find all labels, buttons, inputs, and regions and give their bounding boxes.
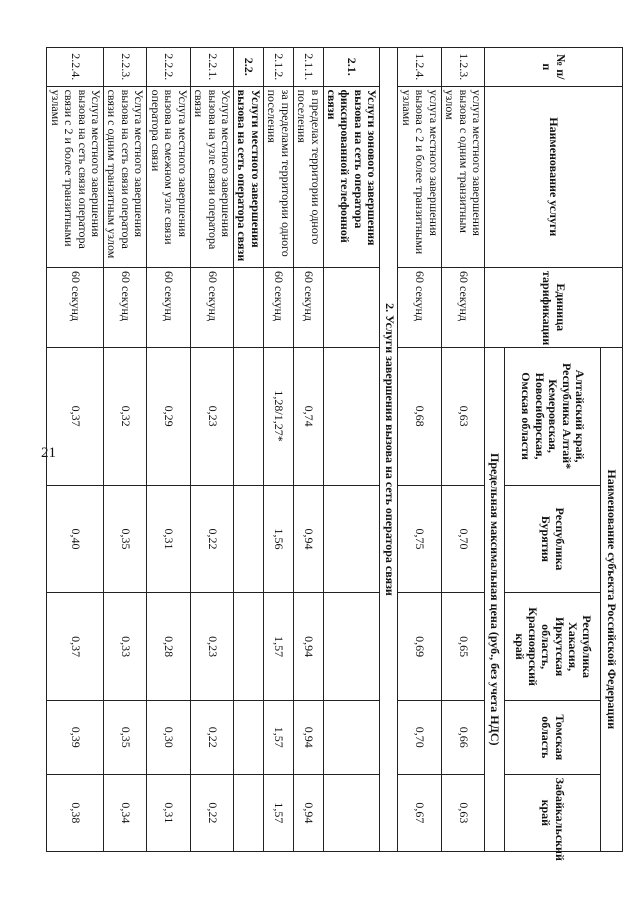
row-number: 1.2.4. bbox=[398, 48, 441, 87]
price-cell: 0,29 bbox=[147, 347, 190, 485]
service-name: Услуги местного завершения вызова на сеть оператора связи bbox=[234, 86, 264, 267]
table-row bbox=[398, 48, 441, 852]
price-cell: 0,32 bbox=[104, 347, 147, 485]
service-name: за пределами территории одного поселения bbox=[263, 86, 293, 267]
table-body-top bbox=[398, 48, 485, 852]
service-name: Услуги зонового завершения вызова на сеть оператора фиксированной телефонной связи bbox=[323, 86, 380, 267]
price-cell: 0,70 bbox=[441, 485, 484, 593]
price-cell: 0,23 bbox=[190, 593, 233, 701]
price-cell: 0,28 bbox=[147, 593, 190, 701]
price-cell: 0,34 bbox=[104, 774, 147, 851]
page-number: 21 bbox=[41, 445, 56, 461]
price-cell: 1,57 bbox=[263, 593, 293, 701]
price-cell: 0,35 bbox=[104, 700, 147, 774]
row-number: 2.2. bbox=[234, 48, 264, 87]
header-region: Томская область bbox=[505, 700, 601, 774]
tariff-unit: 60 секунд bbox=[441, 267, 484, 347]
price-cell: 0,30 bbox=[147, 700, 190, 774]
price-cell: 0,40 bbox=[47, 485, 104, 593]
tariff-unit: 60 секунд bbox=[190, 267, 233, 347]
price-cell: 0,31 bbox=[147, 485, 190, 593]
table-body-bottom bbox=[47, 48, 380, 852]
price-cell: 0,35 bbox=[104, 485, 147, 593]
table-row bbox=[47, 48, 104, 852]
price-cell bbox=[323, 593, 380, 701]
header-region: Алтайский край, Республика Алтай* Кемеровская, Новосибирская, Омская области bbox=[505, 347, 601, 485]
table-row bbox=[190, 48, 233, 852]
price-cell bbox=[323, 485, 380, 593]
price-cell: 0,70 bbox=[398, 700, 441, 774]
price-cell: 0,22 bbox=[190, 774, 233, 851]
price-cell: 0,63 bbox=[441, 774, 484, 851]
price-cell bbox=[234, 347, 264, 485]
row-number: 1.2.3. bbox=[441, 48, 484, 87]
price-cell: 0,37 bbox=[47, 347, 104, 485]
price-cell: 0,63 bbox=[441, 347, 484, 485]
price-cell: 0,22 bbox=[190, 485, 233, 593]
table-header bbox=[485, 48, 623, 861]
row-number: 2.2.2. bbox=[147, 48, 190, 87]
table-row bbox=[263, 48, 293, 852]
price-cell: 1,57 bbox=[263, 774, 293, 851]
price-caption: Предельная максимальная цена (руб., без учета НДС) bbox=[485, 347, 505, 851]
row-number: 2.1.2. bbox=[263, 48, 293, 87]
tariff-unit: 60 секунд bbox=[263, 267, 293, 347]
service-name: Услуга местного завершения вызова на сеть связи оператора связи с 2 и более транзитными узлами bbox=[47, 86, 104, 267]
header-region: Республика Бурятия bbox=[505, 485, 601, 593]
header-unit: Единица тарификации bbox=[485, 267, 623, 347]
service-name: услуга местного завершения вызова с 2 и более транзитными узлами bbox=[398, 86, 441, 267]
header-region: Республика Хакасия, Иркутская область, Красноярский край bbox=[505, 593, 601, 701]
price-cell: 1,28/1,27* bbox=[263, 347, 293, 485]
price-cell: 0,94 bbox=[293, 593, 323, 701]
price-cell: 0,31 bbox=[147, 774, 190, 851]
price-cell bbox=[234, 485, 264, 593]
row-number: 2.2.3. bbox=[104, 48, 147, 87]
price-cell bbox=[323, 700, 380, 774]
header-number: № п/п bbox=[485, 48, 623, 87]
price-cell: 0,68 bbox=[398, 347, 441, 485]
service-name: Услуга местного завершения вызова на сеть связи оператора связи с одним транзитным узлом bbox=[104, 86, 147, 267]
tariff-unit: 60 секунд bbox=[147, 267, 190, 347]
tariff-unit: 60 секунд bbox=[398, 267, 441, 347]
service-name: услуга местного завершения вызова с одним транзитным узлом bbox=[441, 86, 484, 267]
service-name: в пределах территории одного поселения bbox=[293, 86, 323, 267]
price-cell: 0,37 bbox=[47, 593, 104, 701]
table-row bbox=[441, 48, 484, 852]
price-cell: 0,94 bbox=[293, 774, 323, 851]
price-cell bbox=[234, 774, 264, 851]
service-name: Услуга местного завершения вызова на узле связи оператора связи bbox=[190, 86, 233, 267]
price-cell: 1,57 bbox=[263, 700, 293, 774]
price-cell bbox=[234, 593, 264, 701]
price-cell: 0,38 bbox=[47, 774, 104, 851]
price-cell: 0,74 bbox=[293, 347, 323, 485]
table-row bbox=[147, 48, 190, 852]
price-cell: 0,69 bbox=[398, 593, 441, 701]
table-row bbox=[293, 48, 323, 852]
price-cell bbox=[323, 347, 380, 485]
header-subject-group: Наименование субъекта Российской Федерации bbox=[601, 347, 623, 851]
price-cell: 0,94 bbox=[293, 700, 323, 774]
section-2 bbox=[380, 48, 398, 852]
price-cell: 0,39 bbox=[47, 700, 104, 774]
header-service: Наименование услуги bbox=[485, 86, 623, 267]
price-cell: 0,66 bbox=[441, 700, 484, 774]
row-number: 2.2.1. bbox=[190, 48, 233, 87]
tariff-unit: 60 секунд bbox=[104, 267, 147, 347]
table-row bbox=[234, 48, 264, 852]
price-cell: 0,67 bbox=[398, 774, 441, 851]
tariff-table bbox=[46, 47, 623, 861]
tariff-unit: 60 секунд bbox=[293, 267, 323, 347]
price-cell: 1,56 bbox=[263, 485, 293, 593]
price-cell: 0,33 bbox=[104, 593, 147, 701]
price-cell: 0,94 bbox=[293, 485, 323, 593]
price-cell bbox=[323, 774, 380, 851]
price-cell: 0,22 bbox=[190, 700, 233, 774]
row-number: 2.1.1. bbox=[293, 48, 323, 87]
service-name: Услуга местного завершения вызова на смежном узле связи оператора связи bbox=[147, 86, 190, 267]
tariff-unit bbox=[323, 267, 380, 347]
tariff-unit bbox=[234, 267, 264, 347]
table-row bbox=[323, 48, 380, 852]
price-cell bbox=[234, 700, 264, 774]
price-cell: 0,23 bbox=[190, 347, 233, 485]
table-row bbox=[104, 48, 147, 852]
section-title: 2. Услуги завершения вызова на сеть оператора связи bbox=[380, 48, 398, 852]
row-number: 2.2.4. bbox=[47, 48, 104, 87]
price-cell: 0,75 bbox=[398, 485, 441, 593]
header-region: Забайкальский край bbox=[505, 774, 601, 851]
tariff-unit: 60 секунд bbox=[47, 267, 104, 347]
price-cell: 0,65 bbox=[441, 593, 484, 701]
row-number: 2.1. bbox=[323, 48, 380, 87]
rotated-page-content bbox=[48, 47, 623, 861]
